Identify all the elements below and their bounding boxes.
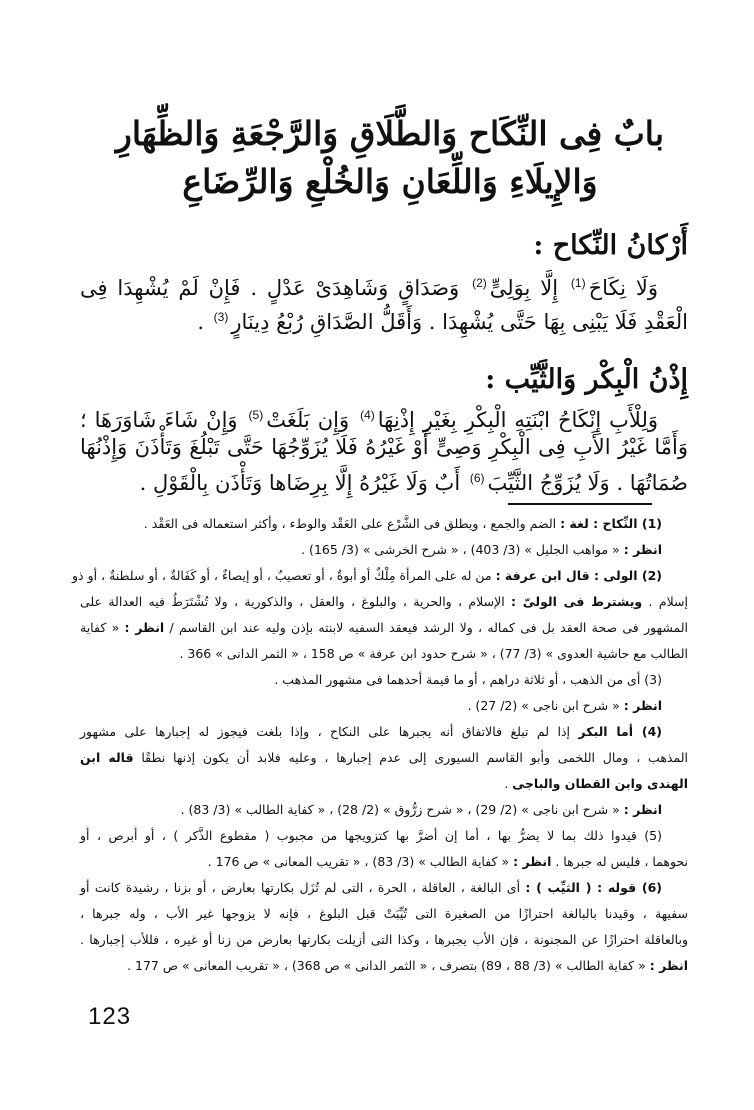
footnote-text: وبالعاقلة احترازًا عن المجنونة ، فإن الأب يجبرها ، وكذا التى أزيلت بكارتها بعارض من زنا أو غيره ، فللأب إجبارها . — [80, 932, 688, 947]
body-line — [80, 432, 688, 462]
footnote-text: نحوهما ، فليس له جبرها . — [551, 854, 688, 869]
footnote-text: المشهور فى صحة العقد بل فى كماله ، ولا الرشد فيعقد السفيه لابنته بإذن وليه عند ابن القاسم / — [164, 620, 689, 635]
footnote-bold-text: انظر : — [623, 542, 662, 557]
footnote-ref[interactable]: (4) — [360, 408, 375, 422]
footnote-line — [72, 566, 662, 586]
footnote-ref[interactable]: (5) — [248, 408, 264, 422]
footnote-text: الضم والجمع ، ويطلق فى الشَّرْع على العَقْد والوطء ، وأكثر استعماله فى العَقْد . — [143, 516, 561, 531]
footnote-line — [80, 956, 688, 976]
footnote-line — [80, 930, 688, 950]
footnote-text: من له على المرأة مِلْكٌ أو أبوةٌ ، أو تعصيبٌ ، أو إيصاءٌ ، أو كَفَالةٌ ، أو سلطنةٌ ، أو ذو — [72, 568, 496, 583]
footnote-text: . — [504, 776, 513, 791]
footnote-line — [80, 514, 662, 534]
footnote-line — [80, 748, 688, 768]
footnote-ref[interactable]: (2) — [472, 276, 487, 290]
footnote-line — [80, 618, 688, 638]
footnote-text: « كفاية الطالب » (3/ 83) ، « تقريب المعانى » ص 176 . — [207, 854, 514, 869]
footnote-line — [80, 800, 662, 820]
body-text: وَلِلْأَبِ إِنْكَاحُ ابْنَتِهِ الْبِكْرِ بِغَيْرِ إِذْنِهَا — [377, 408, 659, 432]
footnote-bold-text: انظر : — [623, 698, 662, 713]
body-line — [80, 400, 658, 435]
body-text: وَلَا نِكَاحَ — [588, 276, 658, 300]
footnote-line — [80, 826, 662, 846]
footnote-text: المذهب ، ومال اللخمى وأبو القاسم السيورى إلى عدم إجبارها ، وعليه فلابد أن يكون إذنها نطقًا — [133, 750, 688, 765]
footnote-text: أى البالغة ، العاقلة ، الحرة ، التى لم تُزَل بكارتها بعارض ، أو بزنا ، رشيدة كانت أو — [80, 880, 526, 895]
footnote-text: إسلام . — [642, 594, 688, 609]
footnote-text: إذا لم تبلغ فالاتفاق أنه يجبرها على النكاح ، وإذا بلغت فيجوز له إجبارها على مشهور — [80, 724, 579, 739]
body-text: الْعَقْدِ فَلَا يَبْنِى بِهَا حَتَّى يُشْهِدَا . وَأَقَلُّ الصَّدَاقِ رُبْعُ دِينَارٍ — [231, 310, 688, 334]
footnote-line — [80, 592, 688, 612]
footnote-text: « شرح ابن ناجى » (2/ 27) . — [467, 698, 624, 713]
footnote-line — [80, 696, 662, 716]
footnote-ref[interactable]: (1) — [570, 276, 586, 290]
chapter-title-line-2: وَالإِيلَاءِ وَاللِّعَانِ وَالخُلْعِ وَالرِّضَاعِ — [182, 162, 598, 201]
body-text: وَصَدَاقٍ وَشَاهِدَىْ عَدْلٍ . فَإِنْ لَمْ يُشْهِدَا فِى — [80, 276, 460, 300]
footnote-text: (5) قيدوا ذلك بما لا يضرُّ بها ، أما إن أضرَّ بها كتزويجها من مجبوب ( مقطوع الذَّكر ) ، أو أبرص ، أو — [80, 828, 662, 843]
body-text: وَإِنْ شَاءَ شَاوَرَهَا ؛ — [80, 408, 238, 432]
footnote-separator — [508, 503, 652, 505]
footnote-bold-text: (1) النِّكاح : لغة : — [560, 516, 662, 531]
footnote-bold-text: قاله ابن — [80, 750, 134, 765]
body-line — [80, 463, 688, 498]
body-line — [80, 302, 688, 337]
footnote-text: « مواهب الجليل » (3/ 403) ، « شرح الخرشى » (3/ 165) . — [301, 542, 624, 557]
body-text: أَبٌ وَلَا غَيْرُهُ إِلَّا بِرِضَاها وَتَأْذَن بِالْقَوْلِ . — [139, 471, 461, 495]
footnote-text: الطالب مع حاشية العدوى » (3/ 77) ، « شرح حدود ابن عرفة » ص 158 ، « الثمر الدانى » 366 . — [179, 646, 688, 661]
footnote-bold-text: انظر : — [124, 620, 165, 635]
section-heading-pillars-of-marriage: أَرْكانُ النِّكاح : — [533, 230, 688, 261]
footnote-bold-text: (6) قوله : ( الثيِّب ) : — [525, 880, 662, 895]
footnote-line — [80, 904, 688, 924]
footnote-line — [80, 540, 662, 560]
footnote-text: « شرح ابن ناجى » (2/ 29) ، « شرح زرُّوق » (2/ 28) ، « كفاية الطالب » (3/ 83) . — [180, 802, 624, 817]
footnote-line — [80, 852, 688, 872]
footnote-bold-text: الهندى وابن القطان والباجى — [512, 776, 688, 791]
footnote-bold-text: انظر : — [649, 958, 688, 973]
footnote-bold-text: (2) الولى : قال ابن عرفة : — [495, 568, 662, 583]
chapter-title-line-1: بابٌ فِى النِّكَاح وَالطَّلَاقِ وَالرَّجْعَةِ وَالظِّهَارِ — [115, 114, 665, 153]
body-text: صُمَاتُهَا . وَلَا يُزَوِّجُ الثَّيِّبَ — [487, 471, 688, 495]
section-heading-consent: إِذْنُ الْبِكْر وَالثَّيِّب : — [485, 364, 688, 395]
footnote-line — [80, 722, 662, 742]
footnote-bold-text: (4) أما البكر — [578, 724, 662, 739]
body-line — [80, 268, 658, 303]
footnote-bold-text: ويشترط فى الولىّ : — [511, 594, 643, 609]
body-text: إِلَّا بِوَلِىٍّ — [489, 276, 559, 300]
footnote-ref[interactable]: (6) — [469, 471, 485, 485]
footnote-bold-text: انظر : — [623, 802, 662, 817]
footnote-text: سفيهة ، وقيدنا بالبالغة احترازًا من الصغيرة التى تُيِّبَتْ قبل البلوغ ، فإنه لا يزوجها غير الأب ، وله جبرها ، — [80, 906, 688, 921]
footnote-text: الإسلام ، والحرية ، والبلوغ ، والعقل ، والذكورية ، ولا تُشْتَرَطُ فيه العدالة على — [80, 594, 512, 609]
footnote-line — [80, 670, 662, 690]
footnote-ref[interactable]: (3) — [213, 310, 229, 324]
footnote-line — [80, 774, 688, 794]
footnote-line — [80, 878, 662, 898]
footnote-text: (3) أى من الذهب ، أو ثلاثة دراهم ، أو ما قيمة أحدهما فى مشهور المذهب . — [274, 672, 662, 687]
page-number: 123 — [88, 1003, 132, 1030]
footnote-text: « كفاية الطالب » (3/ 88 ، 89) بتصرف ، « الثمر الدانى » ص 368) ، « تقريب المعانى » ص 177 . — [127, 958, 650, 973]
footnote-text: « كفاية — [80, 620, 125, 635]
body-text: وَأَمَّا غَيْرُ الأَبِ فِى الْبِكْرِ وَصِىٍّ أَوْ غَيْرُهُ فَلَا يُزَوِّجُهَا حَتَّى تَبْلُغَ وَتَأْذَنَ وَإِذْنُهَا — [80, 435, 688, 459]
footnote-line — [80, 644, 688, 664]
body-text: . — [197, 310, 211, 334]
footnote-bold-text: انظر : — [513, 854, 552, 869]
body-text: وَإِن بَلَغَتْ — [266, 408, 350, 432]
